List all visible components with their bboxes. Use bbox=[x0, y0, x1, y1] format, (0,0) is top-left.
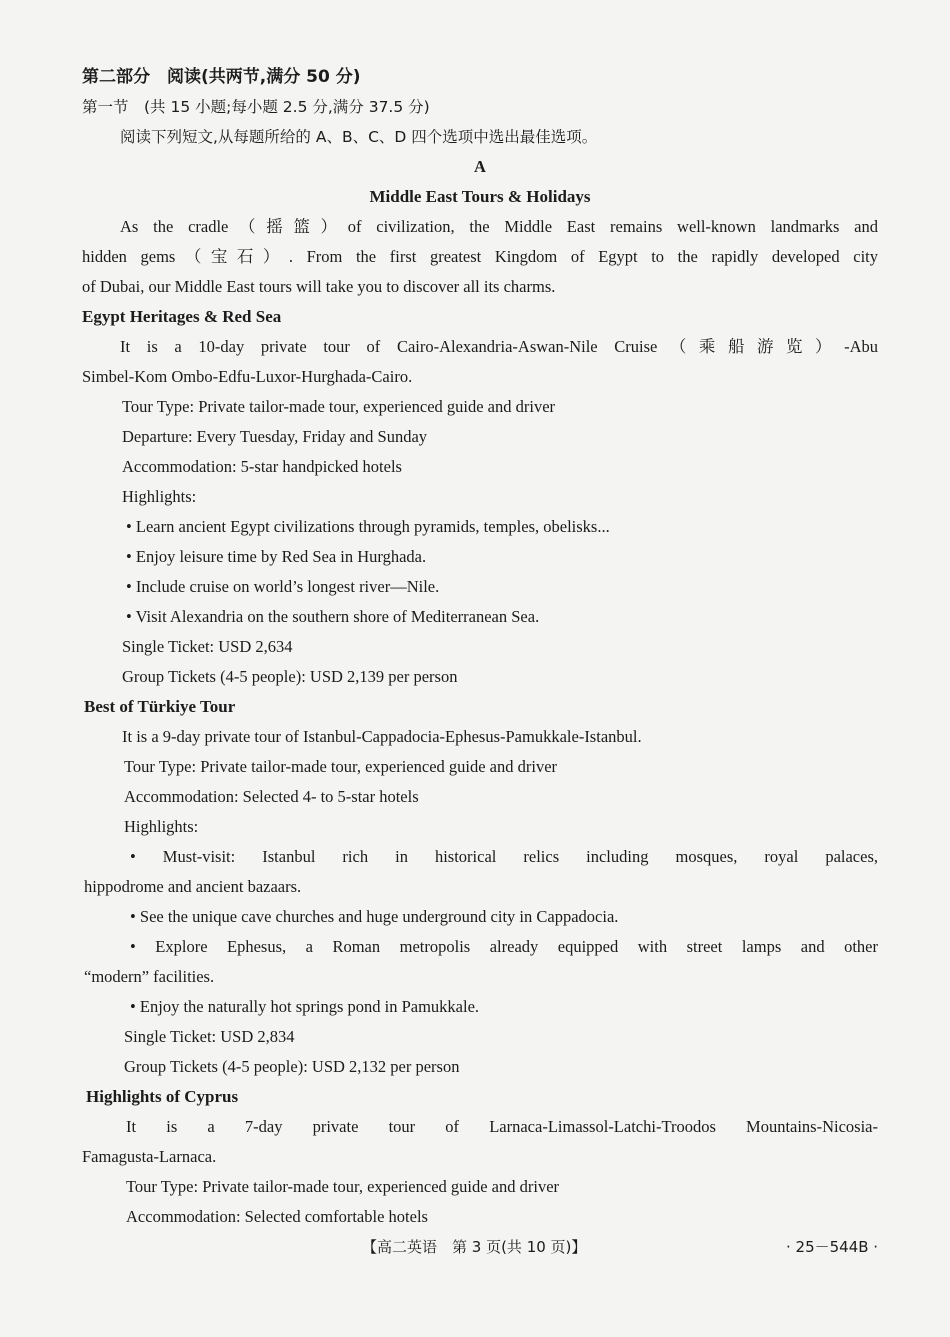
tour2-highlight-3a: • Explore Ephesus, a Roman metropolis already equipped with street lamps and other bbox=[130, 937, 878, 956]
tour2-highlight-3b: “modern” facilities. bbox=[84, 967, 215, 986]
tour2-highlight-1a: • Must-visit: Istanbul rich in historical relics including mosques, royal palaces, bbox=[130, 847, 878, 866]
tour1-highlight-1: • Learn ancient Egypt civilizations through pyramids, temples, obelisks... bbox=[126, 517, 610, 536]
tour1-accommodation: Accommodation: 5-star handpicked hotels bbox=[122, 457, 402, 476]
tour2-highlight-1b: hippodrome and ancient bazaars. bbox=[84, 877, 302, 896]
intro-line-3: of Dubai, our Middle East tours will take you to discover all its charms. bbox=[82, 277, 556, 296]
tour1-title: Egypt Heritages & Red Sea bbox=[82, 307, 282, 326]
tour1-group-tickets: Group Tickets (4-5 people): USD 2,139 per person bbox=[122, 667, 458, 686]
tour1-highlights-label: Highlights: bbox=[122, 487, 197, 506]
tour2-highlight-2: • See the unique cave churches and huge underground city in Cappadocia. bbox=[130, 907, 619, 926]
passage-letter: A bbox=[474, 157, 486, 176]
tour1-highlight-4: • Visit Alexandria on the southern shore of Mediterranean Sea. bbox=[126, 607, 540, 626]
section-heading: 第一节 (共 15 小题;每小题 2.5 分,满分 37.5 分) bbox=[82, 98, 430, 116]
tour1-highlight-3: • Include cruise on world’s longest river—Nile. bbox=[126, 577, 440, 596]
tour2-single-ticket: Single Ticket: USD 2,834 bbox=[124, 1027, 295, 1046]
tour2-group-tickets: Group Tickets (4-5 people): USD 2,132 per person bbox=[124, 1057, 460, 1076]
passage-title: Middle East Tours & Holidays bbox=[369, 187, 591, 206]
tour1-desc-2: Simbel-Kom Ombo-Edfu-Luxor-Hurghada-Cairo. bbox=[82, 367, 413, 386]
page-footer: 【高二英语 第 3 页(共 10 页)】 bbox=[362, 1238, 587, 1256]
tour1-highlight-2: • Enjoy leisure time by Red Sea in Hurghada. bbox=[126, 547, 427, 566]
tour1-type: Tour Type: Private tailor-made tour, experienced guide and driver bbox=[122, 397, 556, 416]
tour3-accommodation: Accommodation: Selected comfortable hotels bbox=[126, 1207, 428, 1226]
tour3-desc-1: It is a 7-day private tour of Larnaca-Limassol-Latchi-Troodos Mountains-Nicosia- bbox=[126, 1117, 878, 1136]
tour3-type: Tour Type: Private tailor-made tour, experienced guide and driver bbox=[126, 1177, 560, 1196]
part-title: 第二部分 阅读(共两节,满分 50 分) bbox=[82, 67, 361, 87]
tour1-departure: Departure: Every Tuesday, Friday and Sunday bbox=[122, 427, 428, 446]
tour2-highlights-label: Highlights: bbox=[124, 817, 199, 836]
tour1-desc-1: It is a 10-day private tour of Cairo-Alexandria-Aswan-Nile Cruise（乘船游览）-Abu bbox=[120, 337, 878, 356]
paper-code: · 25－544B · bbox=[786, 1238, 879, 1256]
tour2-type: Tour Type: Private tailor-made tour, experienced guide and driver bbox=[124, 757, 558, 776]
tour2-desc: It is a 9-day private tour of Istanbul-Cappadocia-Ephesus-Pamukkale-Istanbul. bbox=[122, 727, 642, 746]
tour2-highlight-4: • Enjoy the naturally hot springs pond in Pamukkale. bbox=[130, 997, 480, 1016]
tour1-single-ticket: Single Ticket: USD 2,634 bbox=[122, 637, 293, 656]
intro-line-2: hidden gems（宝石）. From the first greatest Kingdom of Egypt to the rapidly developed city bbox=[82, 247, 878, 266]
tour2-accommodation: Accommodation: Selected 4- to 5-star hotels bbox=[124, 787, 419, 806]
tour2-title: Best of Türkiye Tour bbox=[84, 697, 236, 716]
instruction: 阅读下列短文,从每题所给的 A、B、C、D 四个选项中选出最佳选项。 bbox=[120, 128, 598, 146]
intro-line-1: As the cradle（摇篮）of civilization, the Middle East remains well-known landmarks and bbox=[120, 217, 878, 236]
tour3-title: Highlights of Cyprus bbox=[86, 1087, 239, 1106]
tour3-desc-2: Famagusta-Larnaca. bbox=[82, 1147, 217, 1166]
